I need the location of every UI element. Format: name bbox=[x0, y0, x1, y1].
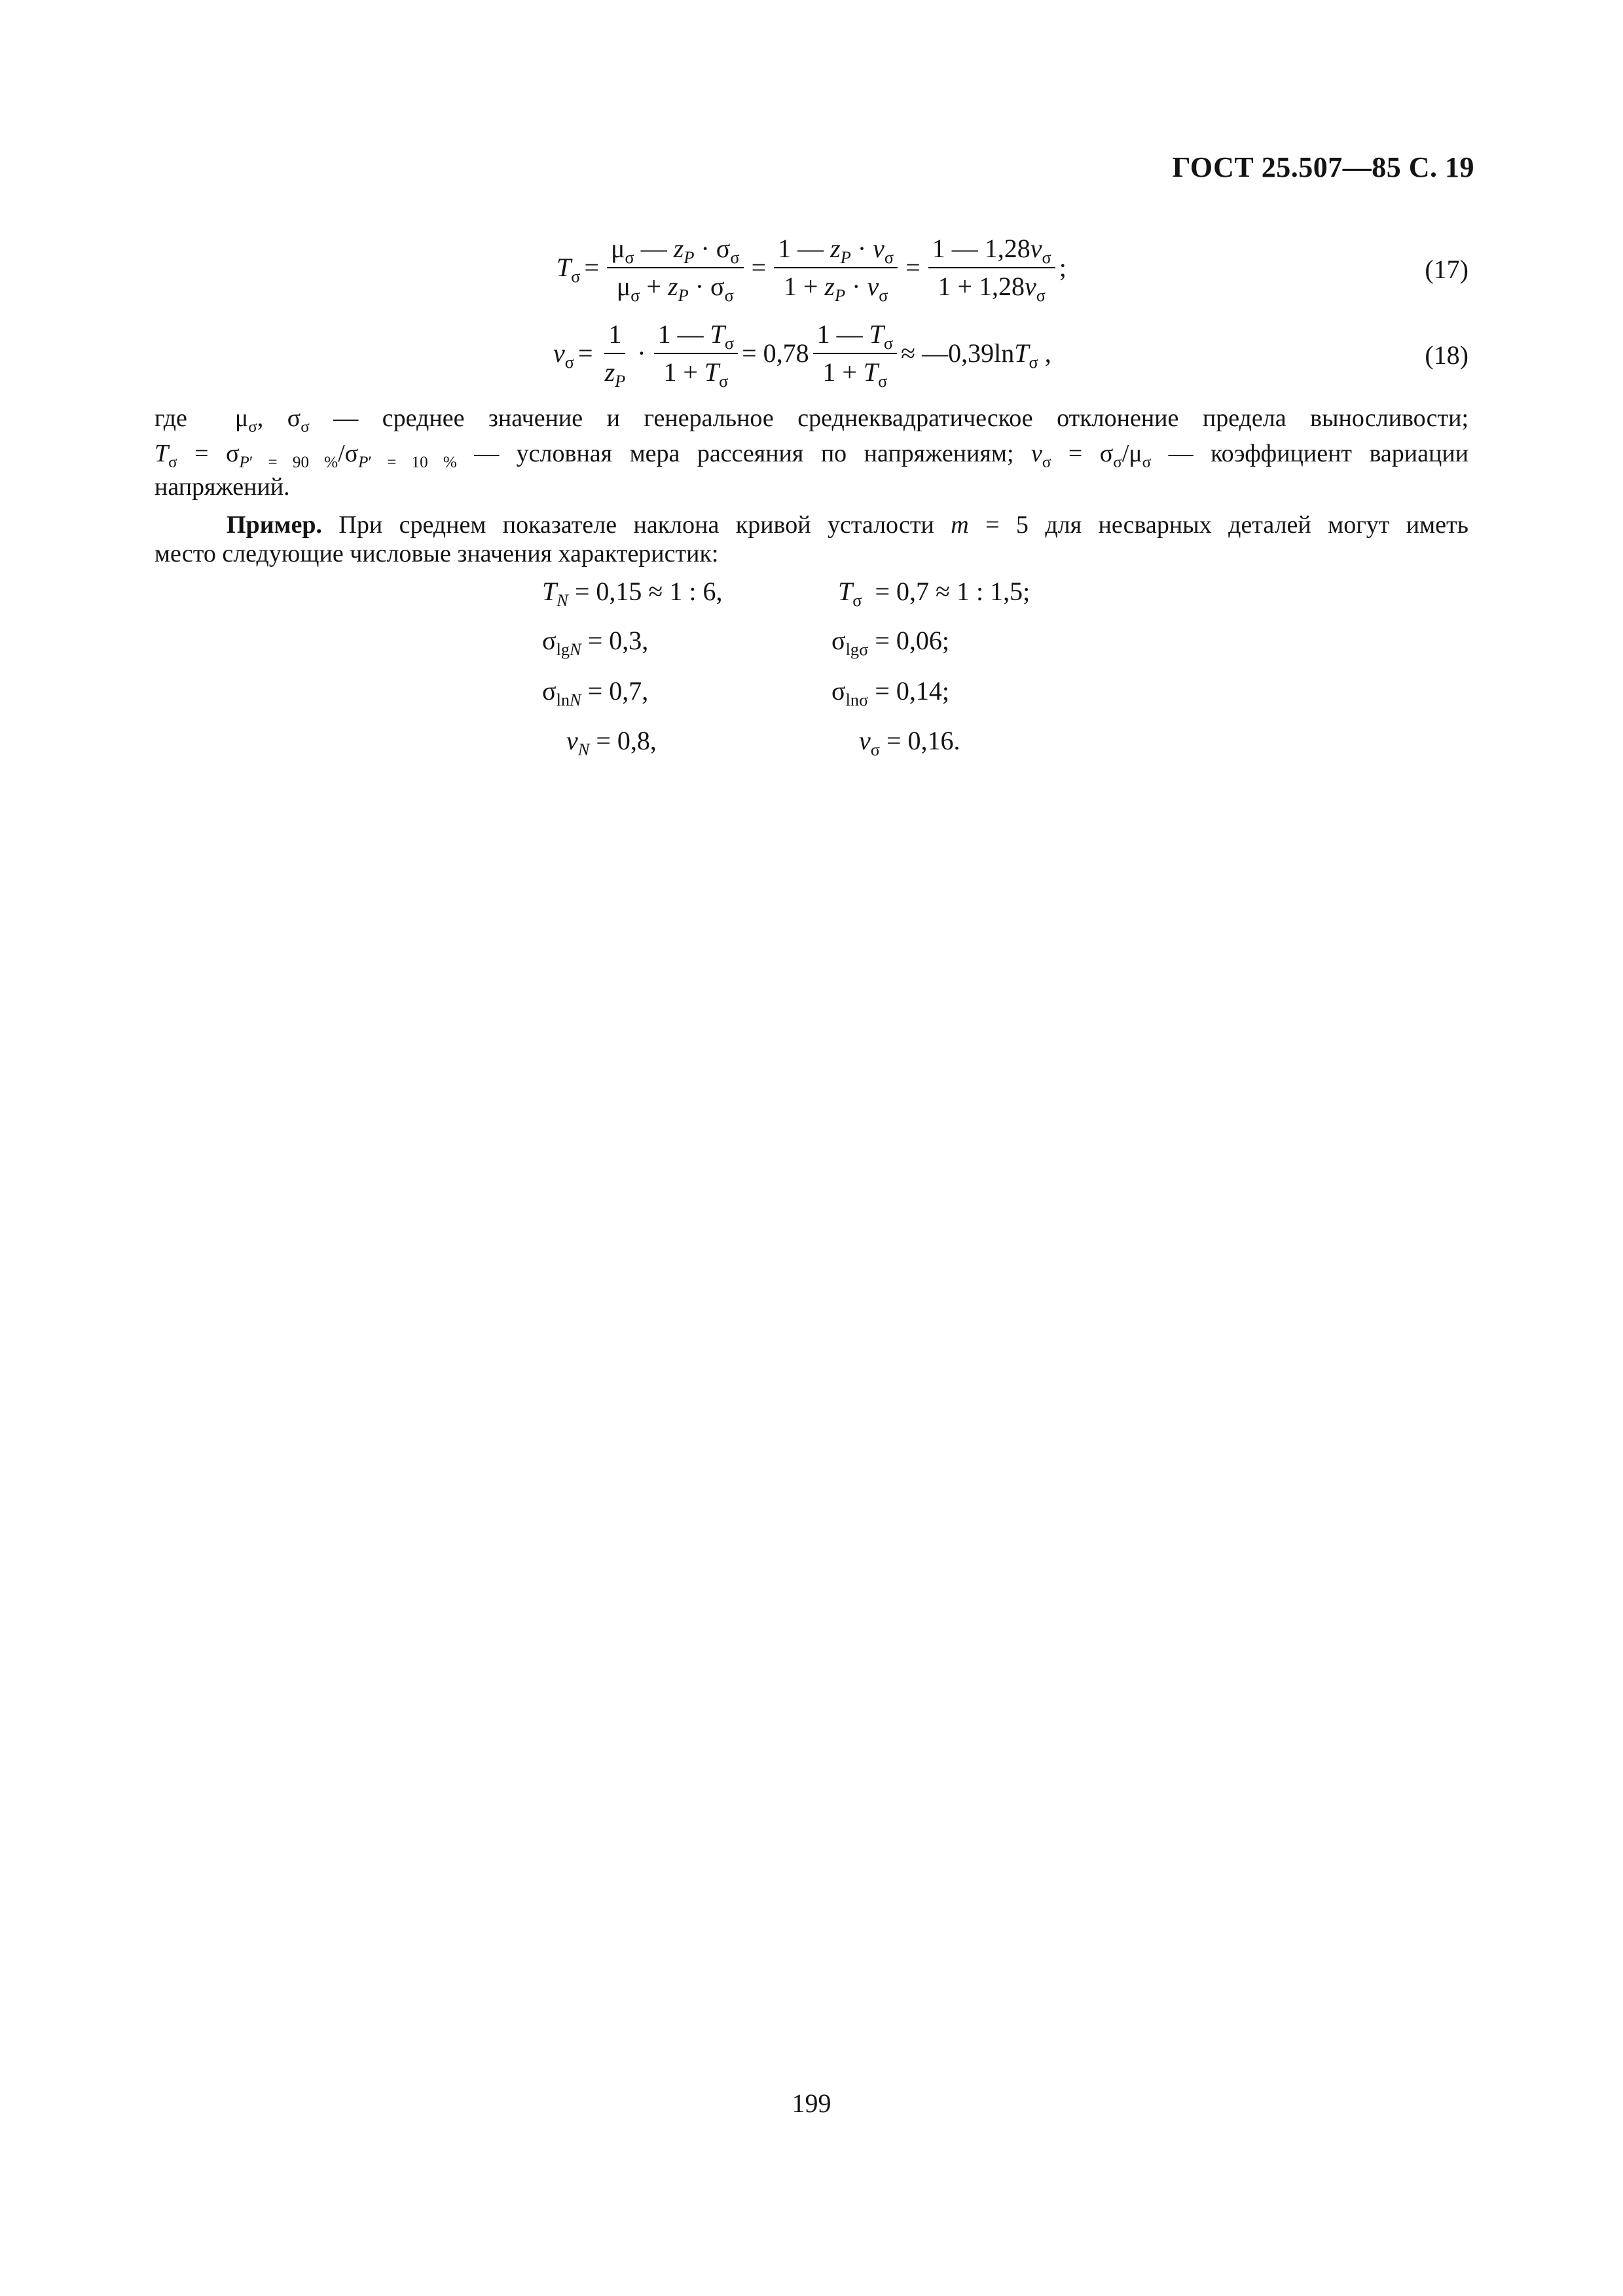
running-header: ГОСТ 25.507—85 С. 19 bbox=[1172, 151, 1474, 183]
eq18-frac3-numerator: 1 — $T_\sigma$ bbox=[813, 319, 897, 354]
eq17-frac3-denominator: $1 + 1,28v_\sigma$ bbox=[938, 272, 1046, 306]
page-number: 199 bbox=[792, 2089, 831, 2118]
value-T-sigma: $T_\sigma = 0,7 \approx 1$ : 1,5; bbox=[838, 577, 1030, 611]
eq18-frac1-denominator: $z_P$ bbox=[604, 357, 626, 391]
eq17-frac3-numerator: 1 — $1,28v_\sigma$ bbox=[928, 233, 1055, 268]
value-vN: $v_N = 0,8$, bbox=[566, 726, 657, 760]
eq17-frac2-numerator: 1 — $z_P \cdot v_\sigma$ bbox=[774, 233, 898, 268]
eq18-lhs: v bbox=[553, 338, 565, 368]
example-line-2: место следующие числовые значения характеристик: bbox=[155, 540, 719, 567]
eq18-frac3-denominator: $1 + T_\sigma$ bbox=[822, 357, 888, 391]
equation-17: $T_\sigma$ = $\frac{\mu_\sigma — z_P \cdot \sigma_\sigma}{\mu_\sigma + z_P \cdot \sigma_\sigma}$ = $\frac{1 — z_P \cdot v_\sigma}{1 + z_P \cdot v_\sigma}$ = $\frac{1 — 1,28v_\sigma}{1 + 1,28v_\sigma}$ ; bbox=[556, 234, 1067, 306]
equation-number-17: (17) bbox=[1425, 255, 1468, 284]
definitions-line-2: $T_\sigma = \sigma_{P' = 90 \%}/\sigma_{P' = 10 \%}$ — условная мера рассеяния по напряжениям; $v_\sigma = \sigma_\sigma/\mu_\sigma$ — коэффициент вариации bbox=[155, 440, 1469, 471]
eq17-frac1-denominator: $\mu_\sigma + z_P \cdot \sigma_\sigma$ bbox=[616, 272, 734, 306]
definitions-paragraph bbox=[155, 401, 1468, 503]
value-sigma-lnN: $\sigma_{lnN} = 0,7$, bbox=[542, 676, 649, 710]
eq18-fraction-2 bbox=[654, 319, 738, 391]
value-sigma-lg-sigma: $\sigma_{lg\sigma} = 0,06$; bbox=[831, 626, 949, 660]
definitions-line-3: напряжений. bbox=[155, 473, 290, 501]
value-v-sigma: $v_\sigma = 0,16$. bbox=[859, 726, 960, 760]
eq17-fraction-2 bbox=[774, 233, 898, 306]
eq18-frac1-numerator: 1 bbox=[604, 319, 625, 354]
eq18-lhs-sub: σ bbox=[564, 352, 574, 372]
eq17-fraction-3 bbox=[928, 233, 1055, 306]
equation-number-18: (18) bbox=[1425, 340, 1468, 370]
eq18-frac2-denominator: $1 + T_\sigma$ bbox=[663, 357, 729, 391]
eq17-tail: ; bbox=[1059, 253, 1067, 282]
eq17-frac1-numerator: $\mu_\sigma$ — $z_P \cdot \sigma_\sigma$ bbox=[607, 233, 744, 268]
value-TN: $T_N = 0,15 \approx 1$ : 6, bbox=[542, 577, 723, 611]
eq17-frac2-denominator: $1 + z_P \cdot v_\sigma$ bbox=[783, 272, 888, 306]
eq18-fraction-1 bbox=[601, 319, 630, 391]
example-line-1: Пример. При среднем показателе наклона кривой усталости m = 5 для несварных деталей могут иметь bbox=[227, 511, 1468, 539]
example-paragraph bbox=[155, 511, 1468, 568]
equation-18: $v_\sigma$ = $\frac{1}{z_P}$ · $\frac{1 — T_\sigma}{1 + T_\sigma}$ = 0,78 $\frac{1 — T_\sigma}{1 + T_\sigma}$ ≈ —0,39lnT$_\sigma$ , bbox=[553, 319, 1051, 391]
eq18-frac2-numerator: 1 — $T_\sigma$ bbox=[654, 319, 738, 354]
eq18-fraction-3 bbox=[813, 319, 897, 391]
eq17-lhs: T bbox=[556, 253, 572, 282]
value-sigma-ln-sigma: $\sigma_{ln\sigma} = 0,14$; bbox=[831, 676, 949, 710]
eq17-fraction-1 bbox=[607, 233, 744, 306]
eq18-coefficient: = 0,78 bbox=[742, 338, 809, 368]
value-sigma-lgN: $\sigma_{lgN} = 0,3$, bbox=[542, 626, 649, 660]
definitions-line-1: где $\mu_\sigma$, $\sigma_\sigma$ — среднее значение и генеральное среднеквадратическое отклонение предела выносливости; bbox=[155, 404, 1468, 436]
eq18-tail: ≈ —0,39lnT$_\sigma$ , bbox=[901, 338, 1051, 372]
eq17-lhs-sub: σ bbox=[571, 266, 581, 287]
